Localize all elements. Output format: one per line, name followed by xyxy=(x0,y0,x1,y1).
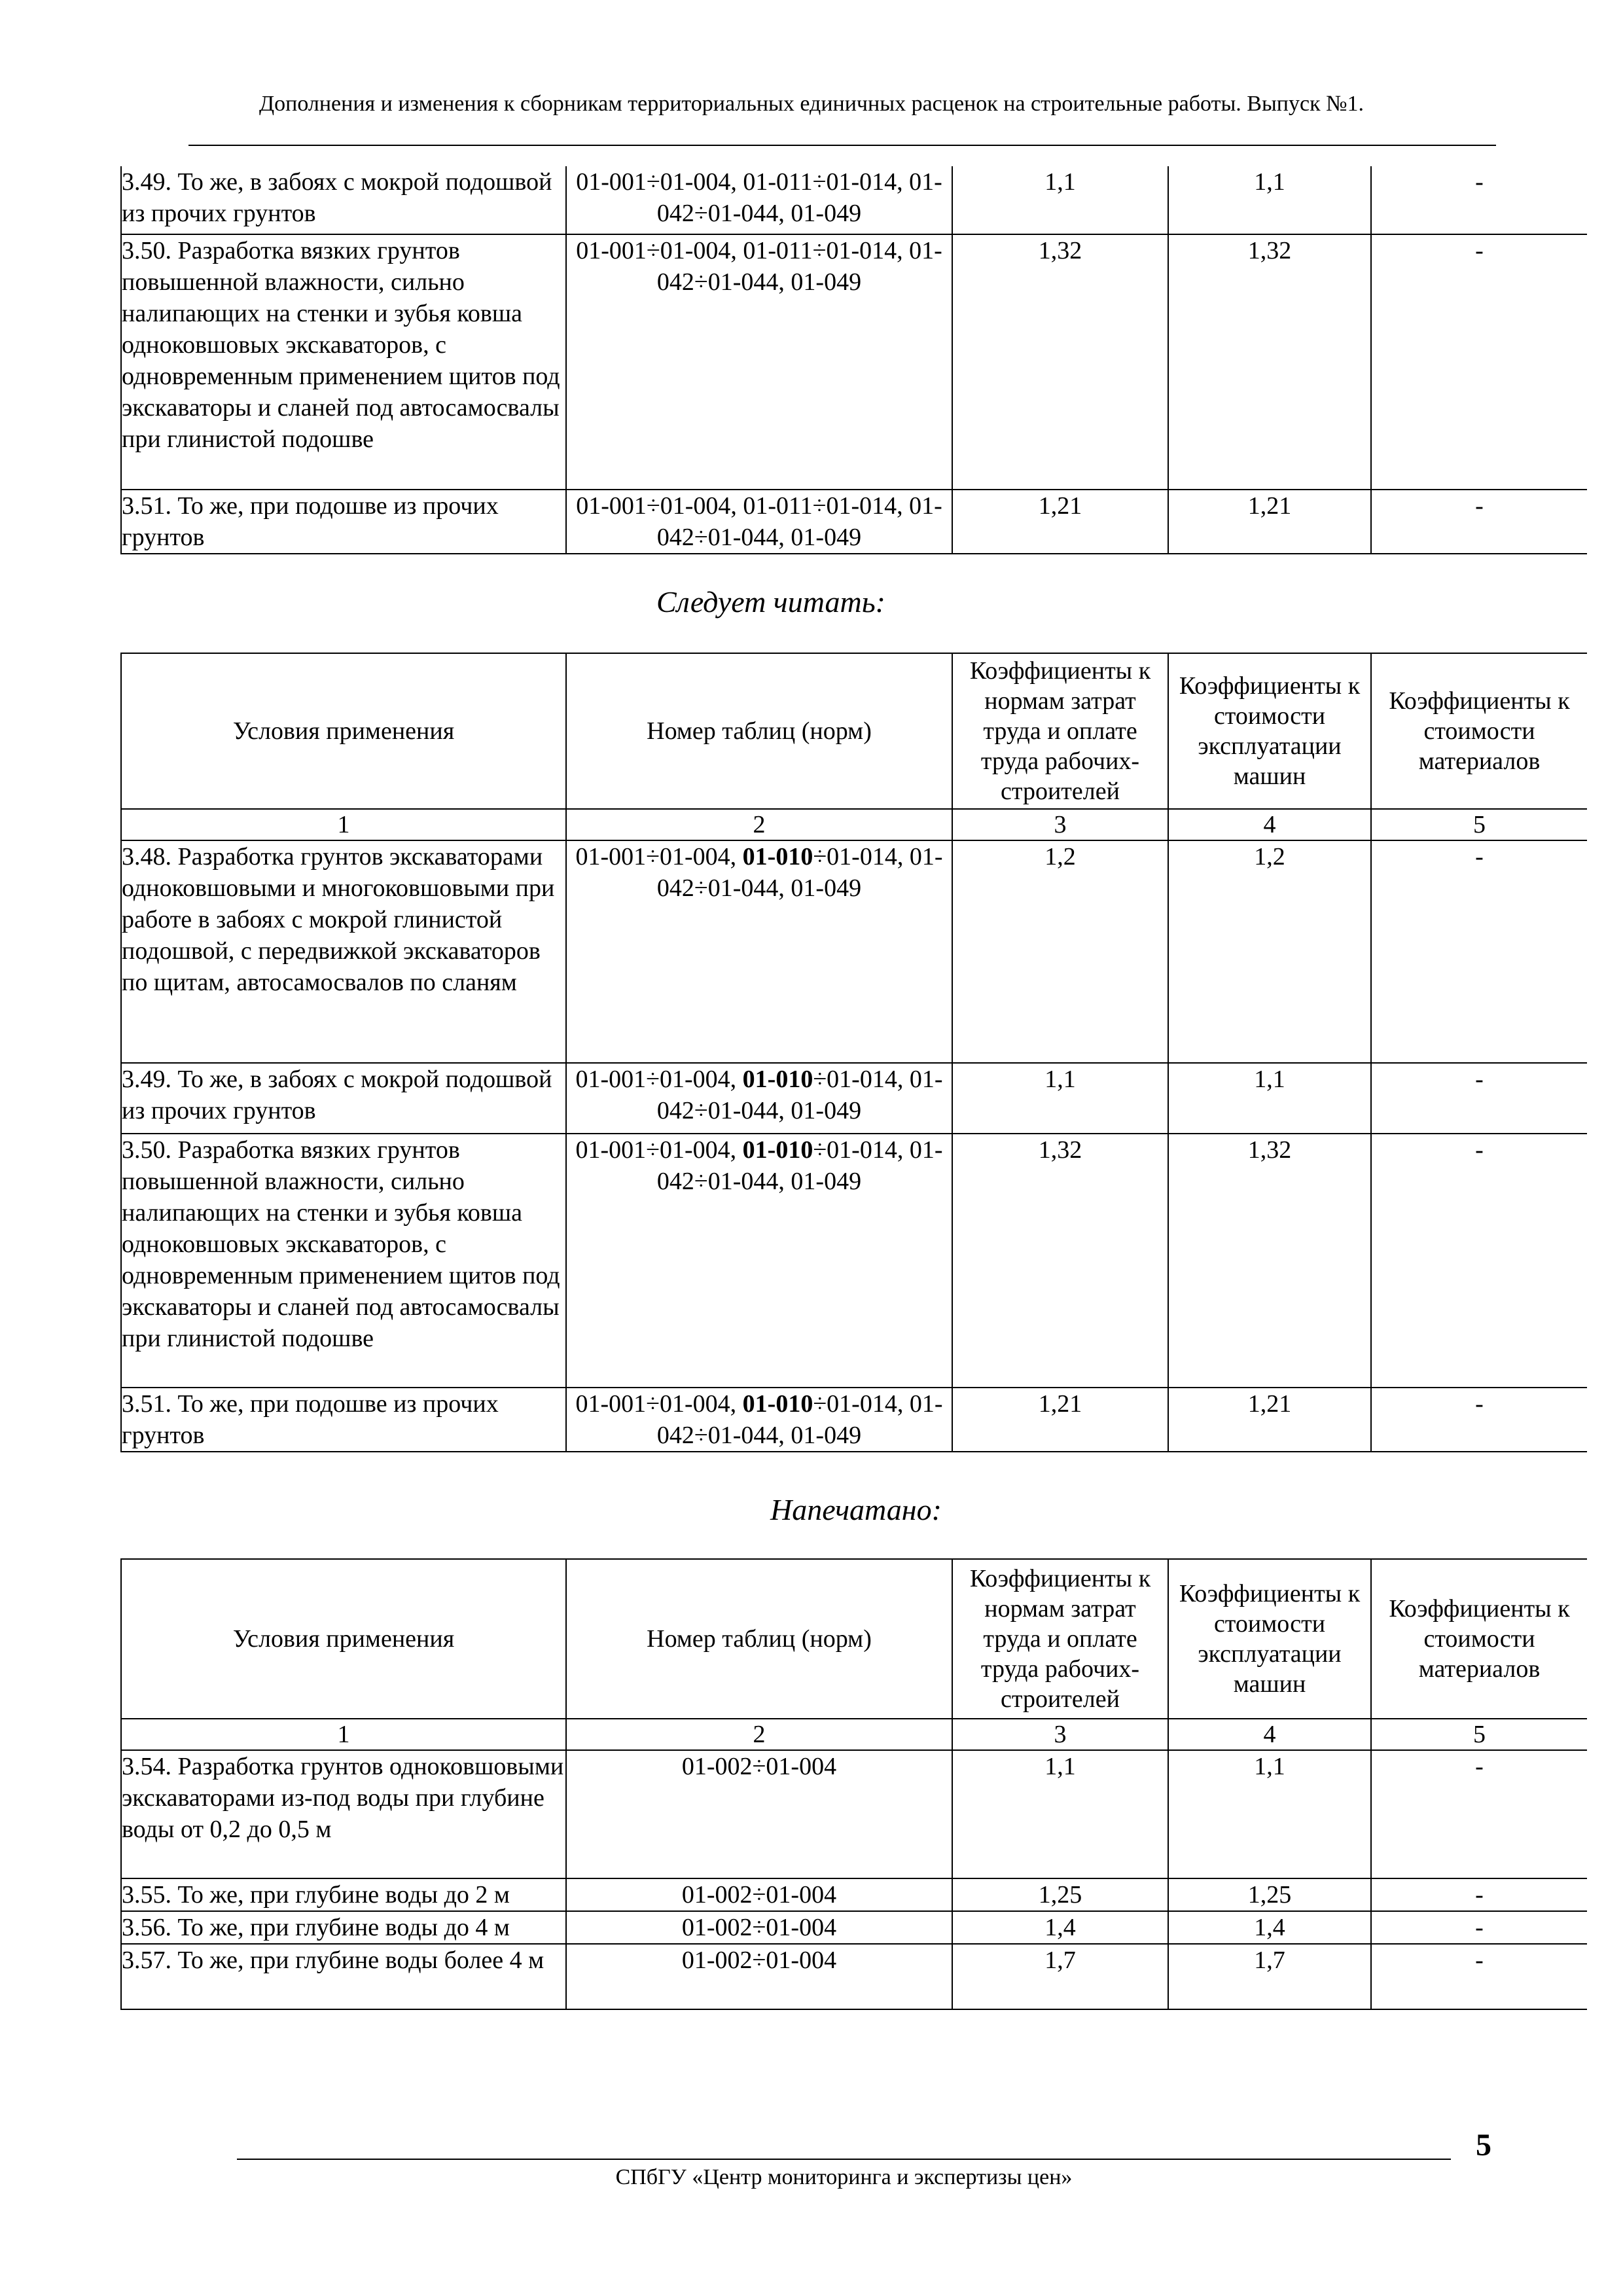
norm-cell: 01-002÷01-004 xyxy=(566,1750,952,1878)
machine-coef-cell: 1,4 xyxy=(1168,1911,1371,1944)
header-rule xyxy=(188,145,1496,146)
machine-coef-cell: 1,21 xyxy=(1168,490,1371,554)
norm-cell: 01-001÷01-004, 01-011÷01-014, 01-042÷01-044, 01-049 xyxy=(566,234,952,490)
machine-coef-cell: 1,2 xyxy=(1168,840,1371,1063)
table-header-row xyxy=(121,653,1587,809)
column-number: 1 xyxy=(121,1719,566,1750)
column-number: 2 xyxy=(566,809,952,840)
material-coef-cell: - xyxy=(1371,490,1587,554)
material-coef-cell: - xyxy=(1371,840,1587,1063)
machine-coef-cell: 1,1 xyxy=(1168,1750,1371,1878)
condition-cell: 3.51. То же, при подошве из прочих грунтов xyxy=(121,490,566,554)
table-row xyxy=(121,1134,1587,1388)
norm-text: ÷01-014, 01-042÷01-044, 01-049 xyxy=(656,1136,943,1195)
column-number-row xyxy=(121,1719,1587,1750)
column-number-row xyxy=(121,809,1587,840)
column-number: 1 xyxy=(121,809,566,840)
column-number: 5 xyxy=(1371,809,1587,840)
machine-coef-cell: 1,32 xyxy=(1168,1134,1371,1388)
norm-cell: 01-002÷01-004 xyxy=(566,1944,952,2009)
column-header-labor: Коэффициенты к нормам затрат труда и оплате труда рабочих-строителей xyxy=(952,1559,1168,1719)
condition-cell: 3.50. Разработка вязких грунтов повышенной влажности, сильно налипающих на стенки и зубья ковша одноковшовых экскаваторов, с одновременным применением щитов под экскаваторы и сланей под автосамосвалы при глинистой подошве xyxy=(121,234,566,490)
column-number: 3 xyxy=(952,1719,1168,1750)
table-row xyxy=(121,234,1587,490)
condition-cell: 3.48. Разработка грунтов экскаваторами одноковшовыми и многоковшовыми при работе в забоях с мокрой глинистой подошвой, с передвижкой экскаваторов по щитам, автосамосвалов по сланям xyxy=(121,840,566,1063)
labor-coef-cell: 1,32 xyxy=(952,234,1168,490)
norm-text-changed: 01-010 xyxy=(742,1066,813,1093)
table-row xyxy=(121,1388,1587,1452)
machine-coef-cell: 1,1 xyxy=(1168,166,1371,234)
column-header-labor: Коэффициенты к нормам затрат труда и оплате труда рабочих-строителей xyxy=(952,653,1168,809)
table-row xyxy=(121,1911,1587,1944)
machine-coef-cell: 1,21 xyxy=(1168,1388,1371,1452)
norm-cell: 01-002÷01-004 xyxy=(566,1878,952,1911)
section-caption-printed: Напечатано: xyxy=(770,1493,942,1526)
condition-cell: 3.49. То же, в забоях с мокрой подошвой из прочих грунтов xyxy=(121,1063,566,1134)
material-coef-cell: - xyxy=(1371,166,1587,234)
norm-text: 01-001÷01-004, xyxy=(575,1136,743,1164)
column-number: 2 xyxy=(566,1719,952,1750)
continued-table xyxy=(120,166,1587,554)
column-number: 5 xyxy=(1371,1719,1587,1750)
column-header-machines: Коэффициенты к стоимости эксплуатации машин xyxy=(1168,653,1371,809)
corrected-table xyxy=(120,653,1587,1452)
column-number: 4 xyxy=(1168,809,1371,840)
labor-coef-cell: 1,25 xyxy=(952,1878,1168,1911)
footer-rule xyxy=(237,2159,1451,2160)
norm-cell xyxy=(566,1134,952,1388)
table-row xyxy=(121,1878,1587,1911)
table-row xyxy=(121,1750,1587,1878)
material-coef-cell: - xyxy=(1371,1134,1587,1388)
norm-text-changed: 01-010 xyxy=(742,1390,813,1418)
page-header: Дополнения и изменения к сборникам территориальных единичных расценок на строительные работы. Выпуск №1. xyxy=(259,92,1364,116)
machine-coef-cell: 1,32 xyxy=(1168,234,1371,490)
column-header-materials: Коэффициенты к стоимости материалов xyxy=(1371,1559,1587,1719)
labor-coef-cell: 1,7 xyxy=(952,1944,1168,2009)
machine-coef-cell: 1,1 xyxy=(1168,1063,1371,1134)
column-header-materials: Коэффициенты к стоимости материалов xyxy=(1371,653,1587,809)
norm-text: ÷01-014, 01-042÷01-044, 01-049 xyxy=(656,1066,943,1124)
column-header-conditions: Условия применения xyxy=(121,653,566,809)
condition-cell: 3.50. Разработка вязких грунтов повышенной влажности, сильно налипающих на стенки и зубья ковша одноковшовых экскаваторов, с одновременным применением щитов под экскаваторы и сланей под автосамосвалы при глинистой подошве xyxy=(121,1134,566,1388)
condition-cell: 3.57. То же, при глубине воды более 4 м xyxy=(121,1944,566,2009)
norm-cell: 01-001÷01-004, 01-011÷01-014, 01-042÷01-044, 01-049 xyxy=(566,490,952,554)
norm-cell xyxy=(566,1063,952,1134)
column-header-norms: Номер таблиц (норм) xyxy=(566,653,952,809)
labor-coef-cell: 1,1 xyxy=(952,166,1168,234)
material-coef-cell: - xyxy=(1371,1878,1587,1911)
labor-coef-cell: 1,21 xyxy=(952,1388,1168,1452)
table-header-row xyxy=(121,1559,1587,1719)
norm-text-changed: 01-010 xyxy=(742,843,813,870)
norm-cell xyxy=(566,1388,952,1452)
norm-text: ÷01-014, 01-042÷01-044, 01-049 xyxy=(656,1390,943,1449)
material-coef-cell: - xyxy=(1371,1911,1587,1944)
column-header-conditions: Условия применения xyxy=(121,1559,566,1719)
section-caption-read: Следует читать: xyxy=(656,585,885,619)
norm-cell: 01-001÷01-004, 01-011÷01-014, 01-042÷01-044, 01-049 xyxy=(566,166,952,234)
norm-text: ÷01-014, 01-042÷01-044, 01-049 xyxy=(656,843,943,902)
norm-text: 01-001÷01-004, xyxy=(575,1390,743,1418)
table-row xyxy=(121,1063,1587,1134)
column-number: 3 xyxy=(952,809,1168,840)
table-row xyxy=(121,840,1587,1063)
labor-coef-cell: 1,32 xyxy=(952,1134,1168,1388)
printed-table xyxy=(120,1558,1587,2010)
norm-text-changed: 01-010 xyxy=(742,1136,813,1164)
page-footer: СПбГУ «Центр мониторинга и экспертизы цен» xyxy=(615,2165,1073,2189)
column-number: 4 xyxy=(1168,1719,1371,1750)
labor-coef-cell: 1,1 xyxy=(952,1063,1168,1134)
condition-cell: 3.49. То же, в забоях с мокрой подошвой из прочих грунтов xyxy=(121,166,566,234)
machine-coef-cell: 1,25 xyxy=(1168,1878,1371,1911)
material-coef-cell: - xyxy=(1371,1388,1587,1452)
labor-coef-cell: 1,2 xyxy=(952,840,1168,1063)
material-coef-cell: - xyxy=(1371,1063,1587,1134)
labor-coef-cell: 1,21 xyxy=(952,490,1168,554)
norm-cell xyxy=(566,840,952,1063)
norm-text: 01-001÷01-004, xyxy=(575,843,743,870)
column-header-norms: Номер таблиц (норм) xyxy=(566,1559,952,1719)
material-coef-cell: - xyxy=(1371,1750,1587,1878)
condition-cell: 3.51. То же, при подошве из прочих грунтов xyxy=(121,1388,566,1452)
table-row xyxy=(121,166,1587,234)
condition-cell: 3.56. То же, при глубине воды до 4 м xyxy=(121,1911,566,1944)
condition-cell: 3.54. Разработка грунтов одноковшовыми экскаваторами из-под воды при глубине воды от 0,2 до 0,5 м xyxy=(121,1750,566,1878)
material-coef-cell: - xyxy=(1371,234,1587,490)
norm-cell: 01-002÷01-004 xyxy=(566,1911,952,1944)
table-row xyxy=(121,490,1587,554)
column-header-machines: Коэффициенты к стоимости эксплуатации машин xyxy=(1168,1559,1371,1719)
labor-coef-cell: 1,4 xyxy=(952,1911,1168,1944)
machine-coef-cell: 1,7 xyxy=(1168,1944,1371,2009)
condition-cell: 3.55. То же, при глубине воды до 2 м xyxy=(121,1878,566,1911)
page-number: 5 xyxy=(1476,2128,1491,2162)
material-coef-cell: - xyxy=(1371,1944,1587,2009)
labor-coef-cell: 1,1 xyxy=(952,1750,1168,1878)
table-row xyxy=(121,1944,1587,2009)
norm-text: 01-001÷01-004, xyxy=(575,1066,743,1093)
